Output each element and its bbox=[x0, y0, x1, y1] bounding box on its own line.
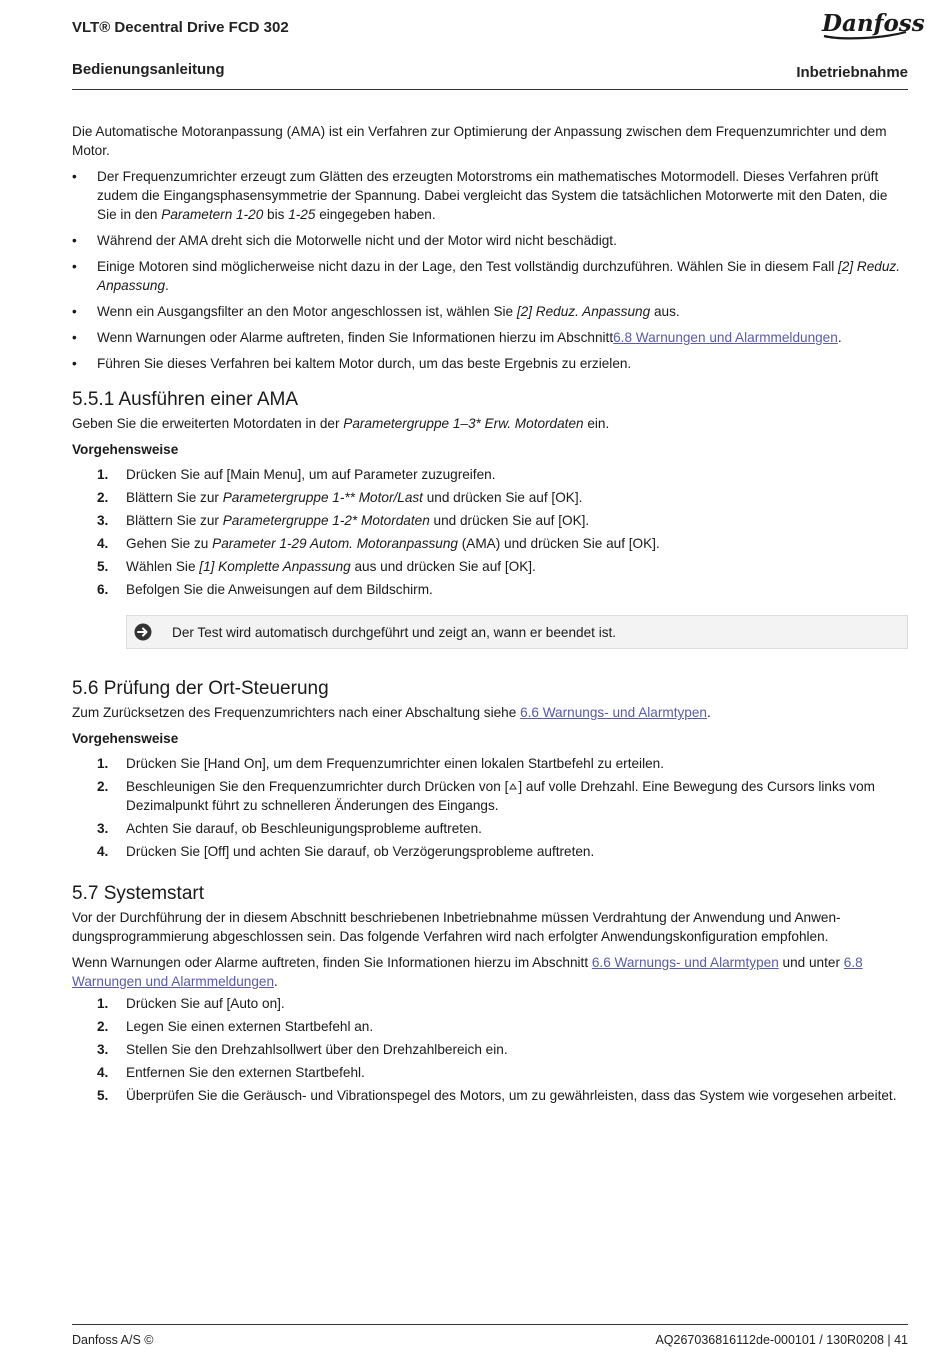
step-item: 5. Überprüfen Sie die Geräusch- und Vibrationspegel des Motors, um zu gewährleisten, dass das System wie vorgesehen arbeitet. bbox=[97, 1088, 897, 1103]
step-item: 1. Drücken Sie auf [Auto on]. bbox=[97, 996, 285, 1011]
section-paragraph: Vor der Durchführung der in diesem Abschnitt beschriebenen Inbetriebnahme müssen Verdrahtung der Anwendung und Anwendungsprogrammierung abgeschlossen sein. Das folgende Verfahren wird nach erfolgter Anwendungskonfiguration empfohlen. bbox=[72, 910, 841, 944]
step-item: 2. Legen Sie einen externen Startbefehl an. bbox=[97, 1019, 374, 1034]
header-subtitle: Bedienungsanleitung bbox=[72, 61, 225, 78]
step-item: 3. Achten Sie darauf, ob Beschleunigungsprobleme auftreten. bbox=[97, 821, 482, 836]
section-lead: Geben Sie die erweiterten Motordaten in der Parametergruppe 1–3* Erw. Motordaten ein. bbox=[72, 416, 610, 431]
footer-doc-number: AQ267036816112de-000101 / 130R0208 | 41 bbox=[655, 1333, 908, 1347]
local-control-steps bbox=[72, 754, 908, 861]
intro-paragraph: Die Automatische Motoranpassung (AMA) ist ein Verfahren zur Optimierung der Anpassung zwischen dem Frequenzumrichter und dem Motor. bbox=[72, 124, 887, 158]
procedure-label: Vorgehensweise bbox=[72, 731, 179, 746]
section-heading-5-6: 5.6 Prüfung der Ort-Steuerung bbox=[72, 678, 329, 699]
header-divider bbox=[72, 89, 908, 90]
note-box bbox=[126, 615, 908, 649]
system-start-steps bbox=[72, 994, 908, 1105]
step-item: 4. Gehen Sie zu Parameter 1-29 Autom. Motoranpassung (AMA) und drücken Sie auf [OK]. bbox=[97, 536, 660, 551]
bullet-item: • Der Frequenzumrichter erzeugt zum Glätten des erzeugten Motorstroms ein mathematisches Motormodell. Dieses Verfahren prüft zudem die Eingangsphasensymmetrie der Spannung. Dabei vergleicht das System die tatsächlichen Motorwerte mit den Daten, die Sie in den Parametern 1-20 bis 1-25 eingegeben haben. bbox=[72, 167, 908, 224]
step-item: 2. Blättern Sie zur Parametergruppe 1-** Motor/Last und drücken Sie auf [OK]. bbox=[97, 490, 583, 505]
link-warnings-alarms[interactable]: 6.8 Warnungen und Alarmmeldungen bbox=[613, 330, 838, 345]
footer-copyright: Danfoss A/S © bbox=[72, 1333, 154, 1347]
bullet-item: • Einige Motoren sind möglicherweise nicht dazu in der Lage, den Test vollständig durchzuführen. Wählen Sie in diesem Fall [2] Reduz. Anpassung. bbox=[72, 257, 908, 295]
bullet-item: • Führen Sie dieses Verfahren bei kaltem Motor durch, um das beste Ergebnis zu erzielen. bbox=[72, 354, 908, 373]
section-heading-5-7: 5.7 Systemstart bbox=[72, 883, 204, 904]
footer-divider bbox=[72, 1324, 908, 1325]
step-item: 4. Entfernen Sie den externen Startbefehl. bbox=[97, 1065, 365, 1080]
header-chapter: Inbetriebnahme bbox=[796, 64, 908, 81]
header-title: VLT® Decentral Drive FCD 302 bbox=[72, 19, 289, 36]
link-warning-alarm-types[interactable]: 6.6 Warnungs- und Alarmtypen bbox=[591, 955, 779, 970]
section-heading-5-5-1: 5.5.1 Ausführen einer AMA bbox=[72, 389, 299, 410]
bullet-item: • Während der AMA dreht sich die Motorwelle nicht und der Motor wird nicht beschädigt. bbox=[72, 231, 908, 250]
danfoss-logo bbox=[820, 6, 925, 40]
note-text: Der Test wird automatisch durchgeführt und zeigt an, wann er beendet ist. bbox=[172, 624, 617, 640]
section-lead: Zum Zurücksetzen des Frequenzumrichters nach einer Abschaltung siehe 6.6 Warnungs- und Alarmtypen. bbox=[72, 705, 711, 720]
arrow-up-key-icon bbox=[508, 782, 518, 792]
procedure-label: Vorgehensweise bbox=[72, 442, 179, 457]
arrow-circle-right-icon bbox=[134, 623, 152, 641]
bullet-item: • Wenn ein Ausgangsfilter an den Motor angeschlossen ist, wählen Sie [2] Reduz. Anpassung aus. bbox=[72, 302, 908, 321]
intro-bullets bbox=[72, 167, 908, 373]
step-item: 3. Blättern Sie zur Parametergruppe 1-2* Motordaten und drücken Sie auf [OK]. bbox=[97, 513, 590, 528]
section-paragraph: Wenn Warnungen oder Alarme auftreten, finden Sie Informationen hierzu im Abschnitt 6.6 Warnungs- und Alarmtypen und unter 6.8 Warnungen und Alarmmeldungen. bbox=[72, 955, 863, 989]
step-item: 2. Beschleunigen Sie den Frequenzumrichter durch Drücken von [ ] auf volle Drehzahl. Eine Bewegung des Cursors links vom Dezimalpunkt führt zu schnelleren Änderungen des Eingangs. bbox=[97, 779, 875, 813]
ama-steps bbox=[72, 465, 908, 599]
svg-text:Danfoss: Danfoss bbox=[822, 10, 925, 37]
step-item: 3. Stellen Sie den Drehzahlsollwert über den Drehzahlbereich ein. bbox=[97, 1042, 508, 1057]
step-item: 4. Drücken Sie [Off] und achten Sie darauf, ob Verzögerungsprobleme auftreten. bbox=[97, 844, 595, 859]
step-item: 1. Drücken Sie [Hand On], um dem Frequenzumrichter einen lokalen Startbefehl zu erteilen. bbox=[97, 756, 664, 771]
main-content bbox=[72, 122, 908, 1109]
link-warnings-alarms[interactable]: 6.8 Warnungen und Alarmmeldungen bbox=[72, 955, 863, 989]
step-item: 1. Drücken Sie auf [Main Menu], um auf Parameter zuzugreifen. bbox=[97, 467, 496, 482]
step-item: 6. Befolgen Sie die Anweisungen auf dem Bildschirm. bbox=[97, 582, 433, 597]
link-warning-alarm-types[interactable]: 6.6 Warnungs- und Alarmtypen bbox=[520, 705, 707, 720]
step-item: 5. Wählen Sie [1] Komplette Anpassung aus und drücken Sie auf [OK]. bbox=[97, 559, 536, 574]
bullet-item: • Wenn Warnungen oder Alarme auftreten, finden Sie Informationen hierzu im Abschnitt6.8 Warnungen und Alarmmeldungen. bbox=[72, 328, 908, 347]
